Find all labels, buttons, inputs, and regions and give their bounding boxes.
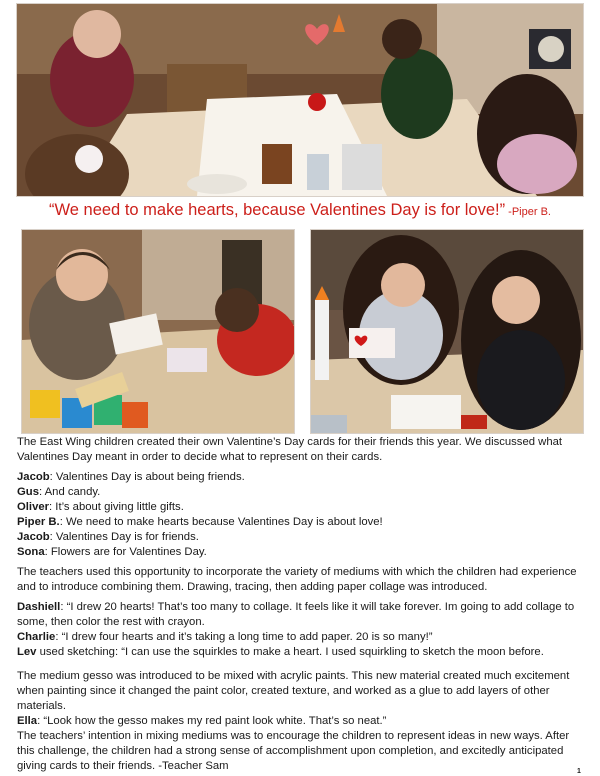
dialogue-line	[17, 500, 587, 515]
speaker-name: Jacob	[17, 471, 50, 483]
page-number: 1	[577, 768, 581, 775]
speaker-text: : “I drew four hearts and it’s taking a long time to add paper. 20 is so many!”	[55, 631, 433, 643]
dialogue-line	[17, 545, 587, 560]
closing-paragraph: The teachers’ intention in mixing mediums was to encourage the children to represent ideas in new ways. After this challenge, the children had a strong sense of accomplishment upon completion, and excitedly anticipated giving cards to their friends. -Teacher Sam	[17, 730, 570, 772]
dialogue-line	[17, 630, 587, 645]
photo-girls-drawing	[310, 229, 584, 434]
speaker-text: : Valentines Day is for friends.	[49, 531, 199, 543]
photo-boy-cutting-heart	[21, 229, 295, 434]
featured-quote	[0, 201, 600, 220]
speaker-text: : Valentines Day is about being friends.	[49, 471, 245, 483]
speaker-name: Gus	[17, 486, 39, 498]
speaker-name: Ella	[17, 715, 38, 727]
dialogue-line	[17, 645, 587, 660]
speaker-text: : “Look how the gesso makes my red paint look white. That’s so neat.”	[37, 715, 387, 727]
speaker-text: : Flowers are for Valentines Day.	[44, 546, 207, 558]
quote-text: “We need to make hearts, because Valentines Day is for love!”	[49, 201, 506, 219]
dialogue-line	[17, 530, 587, 545]
speaker-name: Piper B.	[17, 516, 60, 528]
speaker-name: Dashiell	[17, 601, 61, 613]
speaker-text: : And candy.	[38, 486, 101, 498]
dialogue-collage	[17, 600, 587, 660]
speaker-text: used sketching: “I can use the squirkles to make a heart. I used squirkling to sketch the moon before.	[36, 646, 544, 658]
speaker-name: Lev	[17, 646, 37, 658]
photo-classroom-table	[16, 3, 584, 197]
intro-paragraph: The East Wing children created their own Valentine’s Day cards for their friends this year. We discussed what Valentines Day meant in order to decide what to represent on their cards.	[17, 436, 563, 463]
quote-attribution: -Piper B.	[505, 206, 551, 218]
dialogue-line	[17, 485, 587, 500]
speaker-name: Charlie	[17, 631, 56, 643]
dialogue-line	[17, 470, 587, 485]
dialogue-line	[17, 515, 587, 530]
dialogue-valentines-meaning	[17, 470, 587, 560]
speaker-name: Oliver	[17, 501, 50, 513]
dialogue-line	[17, 600, 587, 630]
mediums-paragraph: The teachers used this opportunity to incorporate the variety of mediums with which the children had experience and to introduce combining them. Drawing, tracing, then adding paper collage was introduced.	[17, 566, 577, 593]
dialogue-line	[17, 714, 587, 729]
speaker-name: Jacob	[17, 531, 50, 543]
gesso-paragraph: The medium gesso was introduced to be mixed with acrylic paints. This new material created much excitement when painting since it changed the paint color, created texture, and worked as a glue to add layers of other materials.	[17, 670, 570, 712]
speaker-text: : It’s about giving little gifts.	[49, 501, 184, 513]
speaker-name: Sona	[17, 546, 45, 558]
speaker-text: : We need to make hearts because Valentines Day is about love!	[59, 516, 383, 528]
speaker-text: : “I drew 20 hearts! That’s too many to collage. It feels like it will take forever. Im going to add collage to some, then color the rest with crayon.	[17, 601, 575, 628]
article-body	[17, 435, 587, 774]
